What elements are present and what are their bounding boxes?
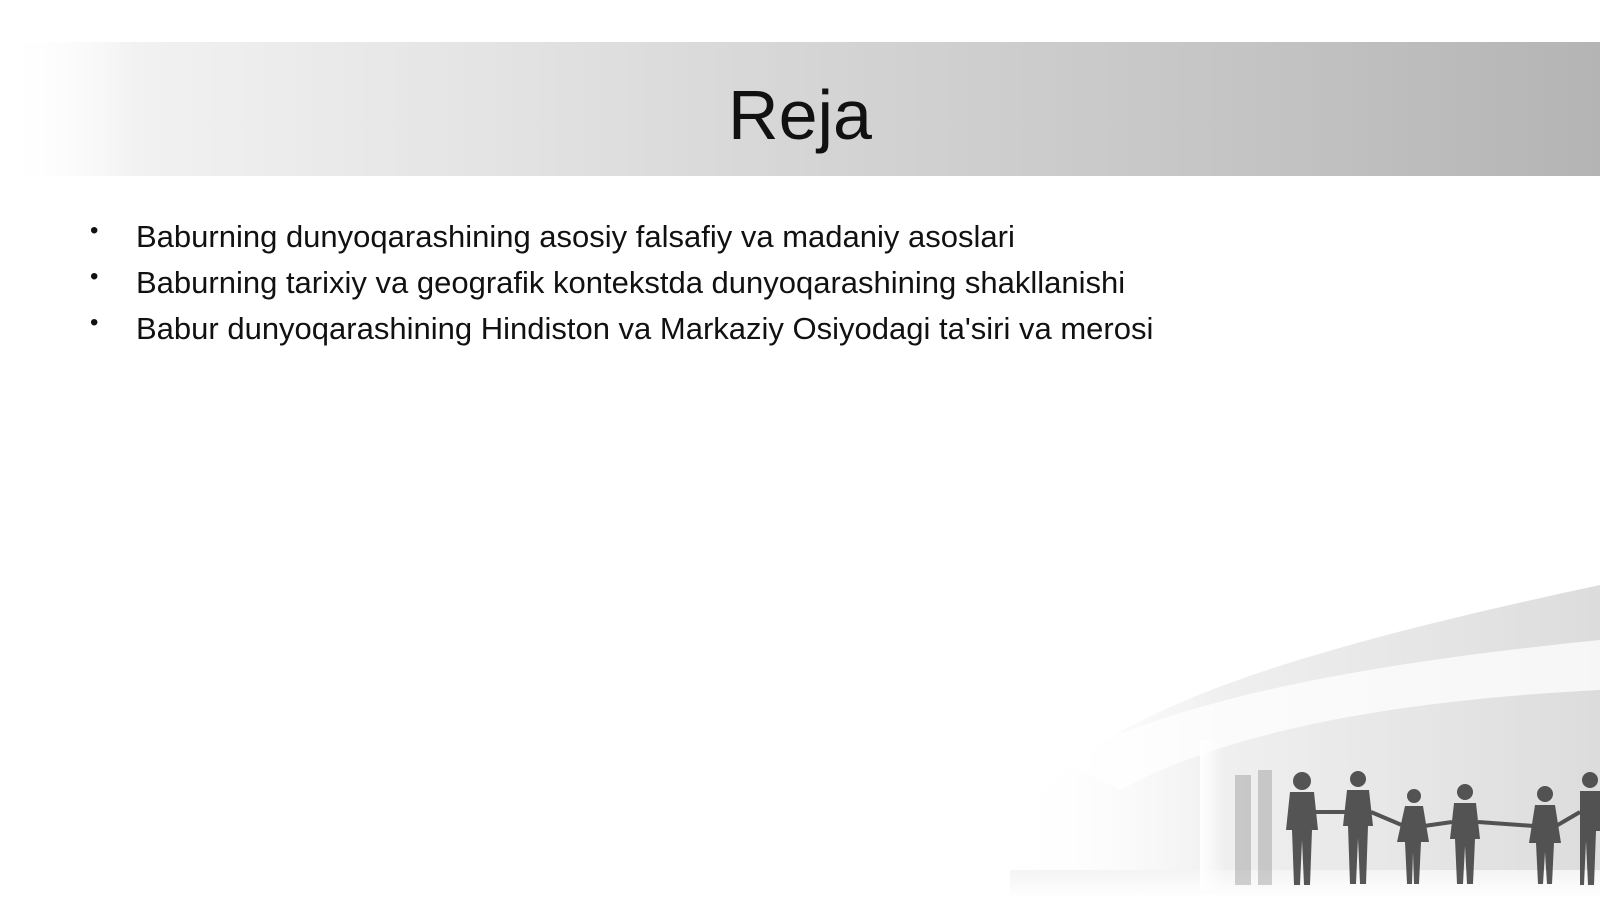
bullet-dot-icon: • <box>90 217 99 244</box>
bullet-text: Babur dunyoqarashining Hindiston va Markaziy Osiyodagi ta'siri va merosi <box>136 311 1154 346</box>
bullet-dot-icon: • <box>90 263 99 290</box>
bullet-dot-icon: • <box>90 309 99 336</box>
bullet-text: Baburning tarixiy va geografik kontekstda dunyoqarashining shakllanishi <box>136 265 1126 300</box>
slide-title: Reja <box>728 76 872 154</box>
bullet-text: Baburning dunyoqarashining asosiy falsafiy va madaniy asoslari <box>136 219 1015 254</box>
